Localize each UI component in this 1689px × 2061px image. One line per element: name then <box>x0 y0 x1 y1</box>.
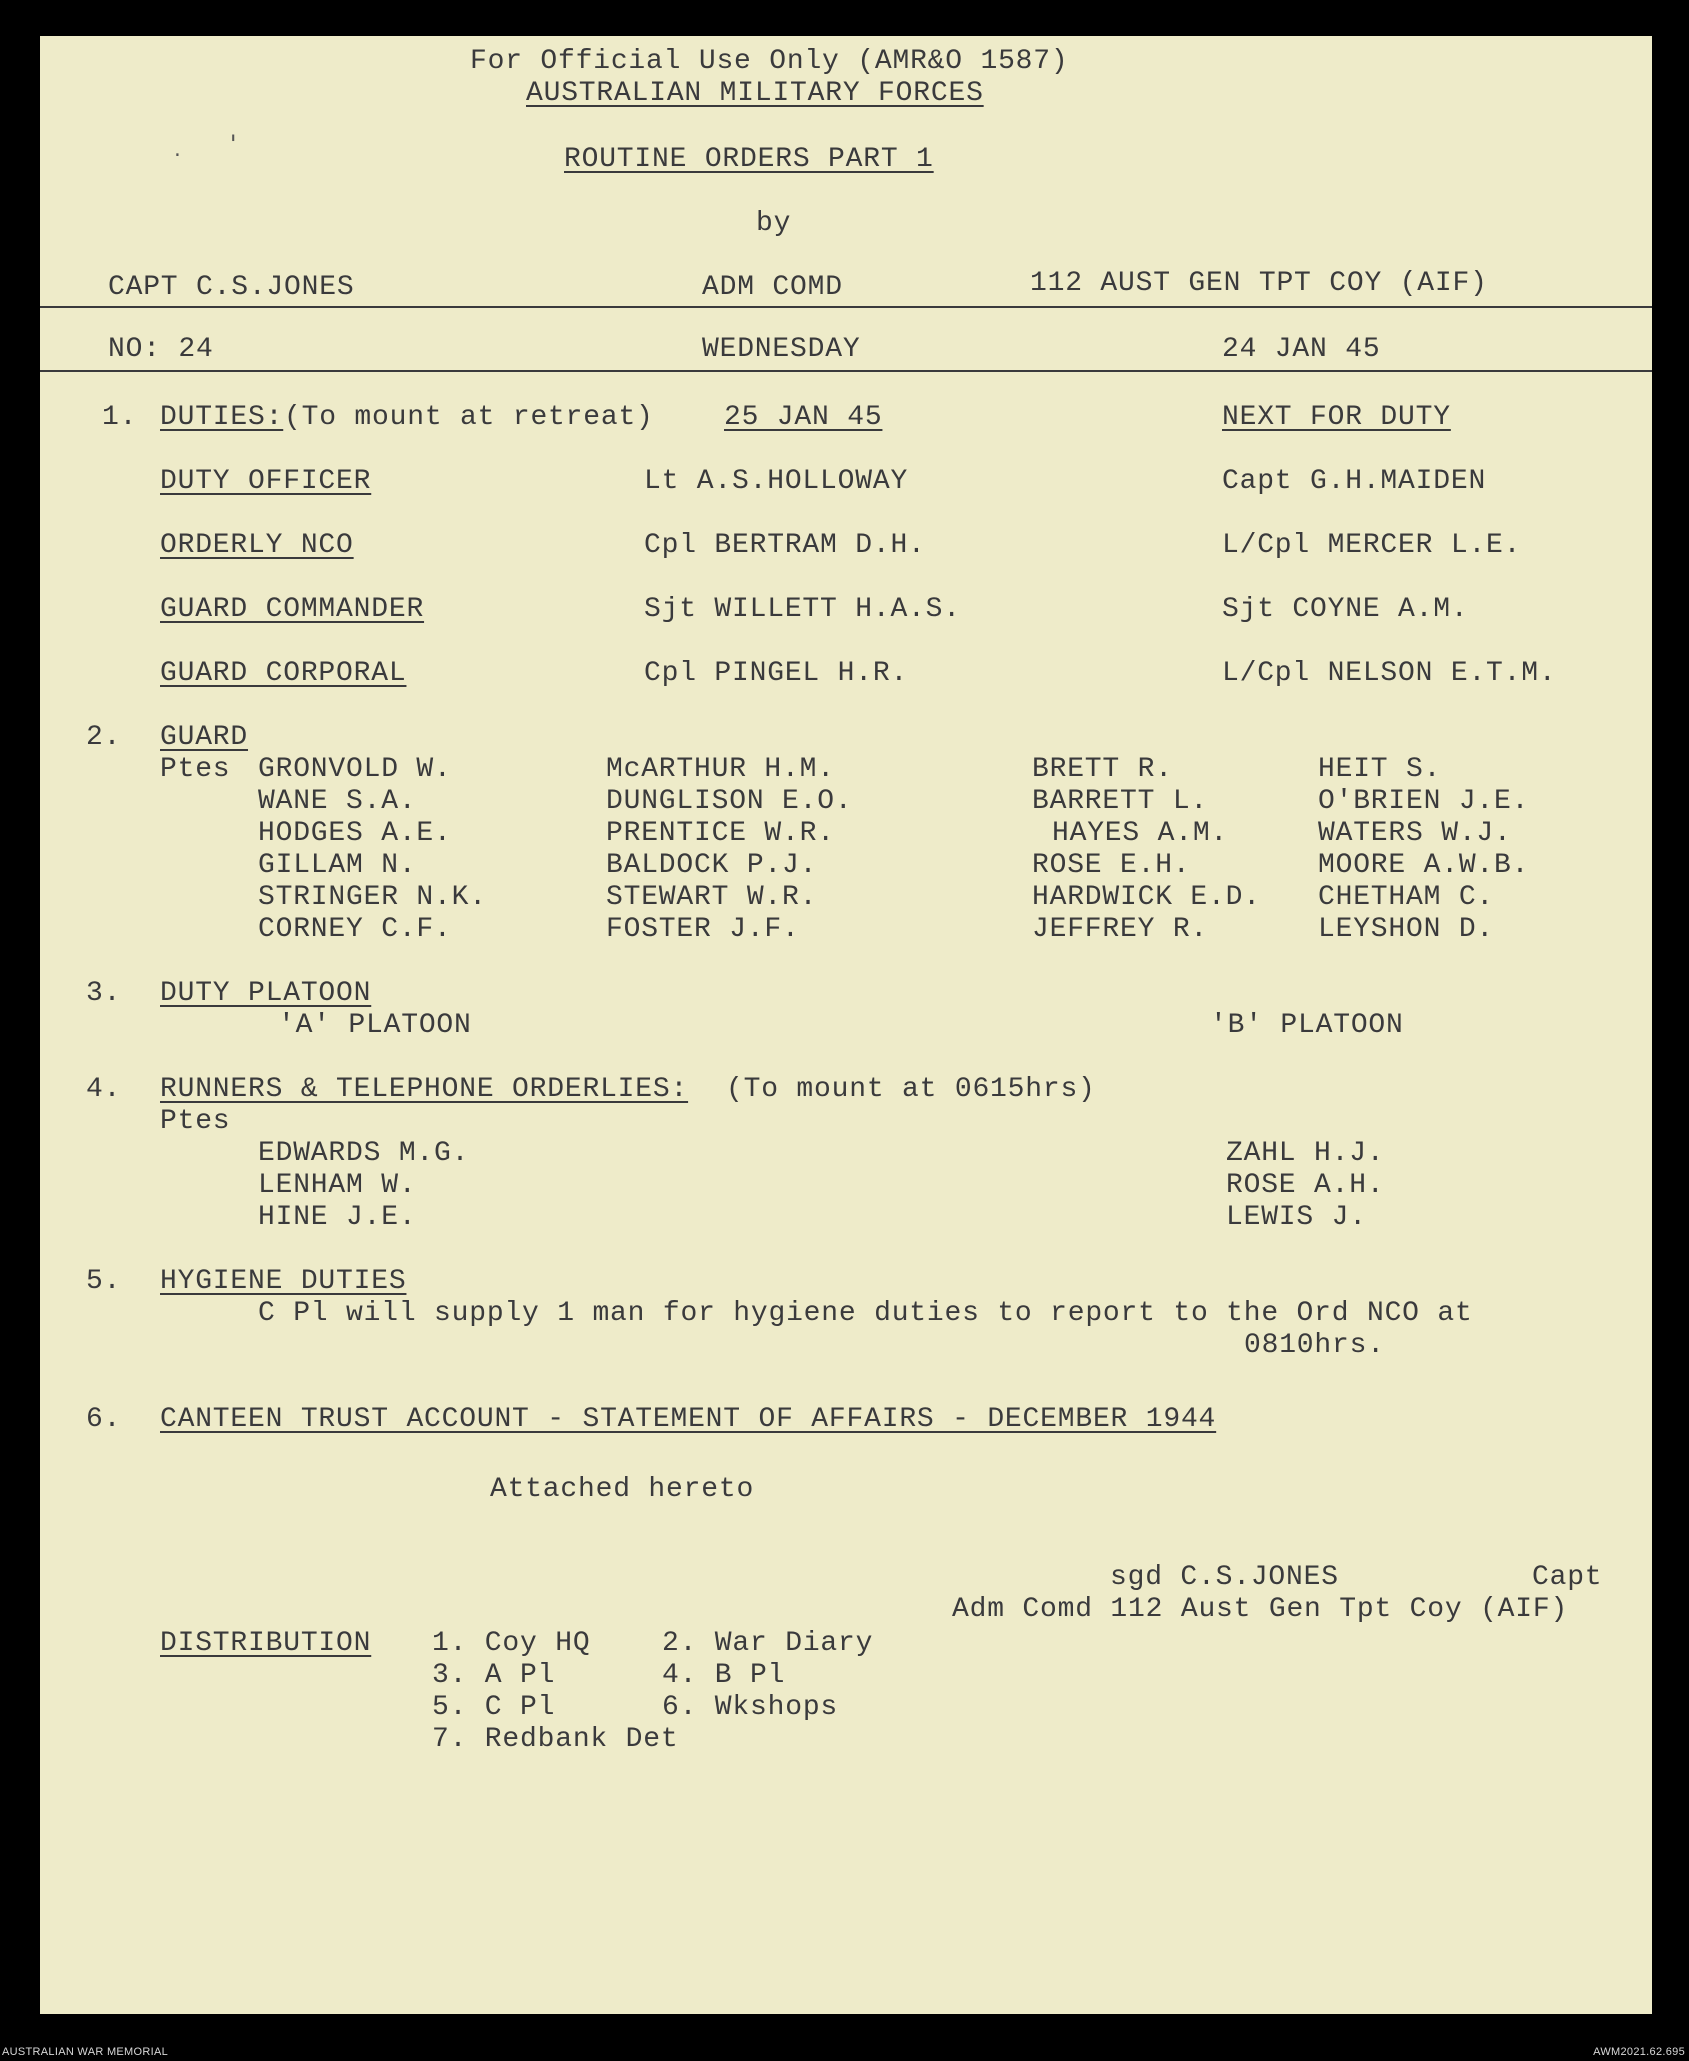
guard-name: CORNEY C.F. <box>258 914 452 945</box>
by-line: by <box>756 208 792 239</box>
commander-appointment: ADM COMD <box>702 272 843 303</box>
guard-name: O'BRIEN J.E. <box>1318 786 1530 817</box>
header-rule-bottom <box>40 370 1652 372</box>
hygiene-instruction-line-2: 0810hrs. <box>1244 1330 1385 1361</box>
signature-rank: Capt <box>1532 1562 1603 1593</box>
guard-name: GRONVOLD W. <box>258 754 452 785</box>
duty-name: Cpl PINGEL H.R. <box>644 658 909 689</box>
document-title: ROUTINE ORDERS PART 1 <box>564 144 934 175</box>
guard-name: ROSE E.H. <box>1032 850 1191 881</box>
guard-name: PRENTICE W.R. <box>606 818 835 849</box>
duty-next: Capt G.H.MAIDEN <box>1222 466 1487 497</box>
section-5-heading: HYGIENE DUTIES <box>160 1266 407 1297</box>
guard-name: FOSTER J.F. <box>606 914 800 945</box>
distribution-item: 4. B Pl <box>662 1660 786 1691</box>
runner-name: HINE J.E. <box>258 1202 417 1233</box>
distribution-item: 1. Coy HQ <box>432 1628 591 1659</box>
order-day: WEDNESDAY <box>702 334 861 365</box>
duty-role: GUARD CORPORAL <box>160 658 407 689</box>
section-1-note: (To mount at retreat) <box>284 402 672 433</box>
runner-next-name: LEWIS J. <box>1226 1202 1367 1233</box>
section-2-heading: GUARD <box>160 722 249 753</box>
runner-next-name: ZAHL H.J. <box>1226 1138 1385 1169</box>
duty-role: ORDERLY NCO <box>160 530 354 561</box>
guard-name: CHETHAM C. <box>1318 882 1495 913</box>
guard-name: BRETT R. <box>1032 754 1173 785</box>
guard-name: HAYES A.M. <box>1052 818 1229 849</box>
guard-name: JEFFREY R. <box>1032 914 1209 945</box>
guard-name: MOORE A.W.B. <box>1318 850 1530 881</box>
section-2-number: 2. <box>86 722 122 753</box>
order-date: 24 JAN 45 <box>1222 334 1381 365</box>
next-for-duty-heading: NEXT FOR DUTY <box>1222 402 1451 433</box>
guard-name: LEYSHON D. <box>1318 914 1495 945</box>
runner-name: EDWARDS M.G. <box>258 1138 470 1169</box>
section-3-number: 3. <box>86 978 122 1009</box>
section-6-body: Attached hereto <box>490 1474 755 1505</box>
duty-name: Sjt WILLETT H.A.S. <box>644 594 961 625</box>
guard-name: STEWART W.R. <box>606 882 818 913</box>
unit-name: 112 AUST GEN TPT COY (AIF) <box>1030 268 1488 299</box>
signature-appointment: Adm Comd 112 Aust Gen Tpt Coy (AIF) <box>952 1594 1569 1625</box>
section-1-date: 25 JAN 45 <box>724 402 883 433</box>
guard-name: McARTHUR H.M. <box>606 754 835 785</box>
duty-role: GUARD COMMANDER <box>160 594 425 625</box>
guard-name: BARRETT L. <box>1032 786 1209 817</box>
distribution-item: 3. A Pl <box>432 1660 556 1691</box>
section-1-number: 1. <box>102 402 138 433</box>
order-number: NO: 24 <box>108 334 214 365</box>
runner-name: LENHAM W. <box>258 1170 417 1201</box>
duty-platoon-current: 'A' PLATOON <box>278 1010 472 1041</box>
runner-next-name: ROSE A.H. <box>1226 1170 1385 1201</box>
guard-name: BALDOCK P.J. <box>606 850 818 881</box>
duty-platoon-next: 'B' PLATOON <box>1210 1010 1404 1041</box>
duty-next: Sjt COYNE A.M. <box>1222 594 1469 625</box>
paper-mark: . <box>172 140 183 161</box>
duty-next: L/Cpl MERCER L.E. <box>1222 530 1522 561</box>
runners-ptes-prefix: Ptes <box>160 1106 231 1137</box>
signature-name: sgd C.S.JONES <box>1110 1562 1339 1593</box>
hygiene-instruction-line-1: C Pl will supply 1 man for hygiene duties to report to the Ord NCO at <box>258 1298 1473 1329</box>
duty-role: DUTY OFFICER <box>160 466 372 497</box>
paper-mark: ' <box>226 130 241 158</box>
section-1-heading: DUTIES: <box>160 402 284 433</box>
duty-next: L/Cpl NELSON E.T.M. <box>1222 658 1557 689</box>
distribution-heading: DISTRIBUTION <box>160 1628 372 1659</box>
guard-name: HEIT S. <box>1318 754 1442 785</box>
document-page <box>40 36 1652 2014</box>
footer-credit: AUSTRALIAN WAR MEMORIAL <box>2 2046 169 2058</box>
guard-name: WATERS W.J. <box>1318 818 1512 849</box>
distribution-item: 7. Redbank Det <box>432 1724 679 1755</box>
organisation-title: AUSTRALIAN MILITARY FORCES <box>526 78 984 109</box>
section-4-note: (To mount at 0615hrs) <box>726 1074 1096 1105</box>
guard-name: GILLAM N. <box>258 850 417 881</box>
footer-accession-number: AWM2021.62.695 <box>1593 2046 1685 2058</box>
guard-name: HODGES A.E. <box>258 818 452 849</box>
distribution-item: 2. War Diary <box>662 1628 874 1659</box>
guard-ptes-prefix: Ptes <box>160 754 231 785</box>
section-4-heading: RUNNERS & TELEPHONE ORDERLIES: <box>160 1074 689 1105</box>
section-6-number: 6. <box>86 1404 122 1435</box>
guard-name: HARDWICK E.D. <box>1032 882 1261 913</box>
distribution-item: 6. Wkshops <box>662 1692 839 1723</box>
section-4-number: 4. <box>86 1074 122 1105</box>
section-3-heading: DUTY PLATOON <box>160 978 372 1009</box>
section-6-heading: CANTEEN TRUST ACCOUNT - STATEMENT OF AFFAIRS - DECEMBER 1944 <box>160 1404 1217 1435</box>
guard-name: WANE S.A. <box>258 786 417 817</box>
duty-name: Cpl BERTRAM D.H. <box>644 530 926 561</box>
header-rule-top <box>40 306 1652 308</box>
duty-name: Lt A.S.HOLLOWAY <box>644 466 909 497</box>
section-5-number: 5. <box>86 1266 122 1297</box>
distribution-item: 5. C Pl <box>432 1692 556 1723</box>
classification-line: For Official Use Only (AMR&O 1587) <box>470 46 1069 77</box>
guard-name: DUNGLISON E.O. <box>606 786 853 817</box>
commander-name: CAPT C.S.JONES <box>108 272 355 303</box>
guard-name: STRINGER N.K. <box>258 882 487 913</box>
